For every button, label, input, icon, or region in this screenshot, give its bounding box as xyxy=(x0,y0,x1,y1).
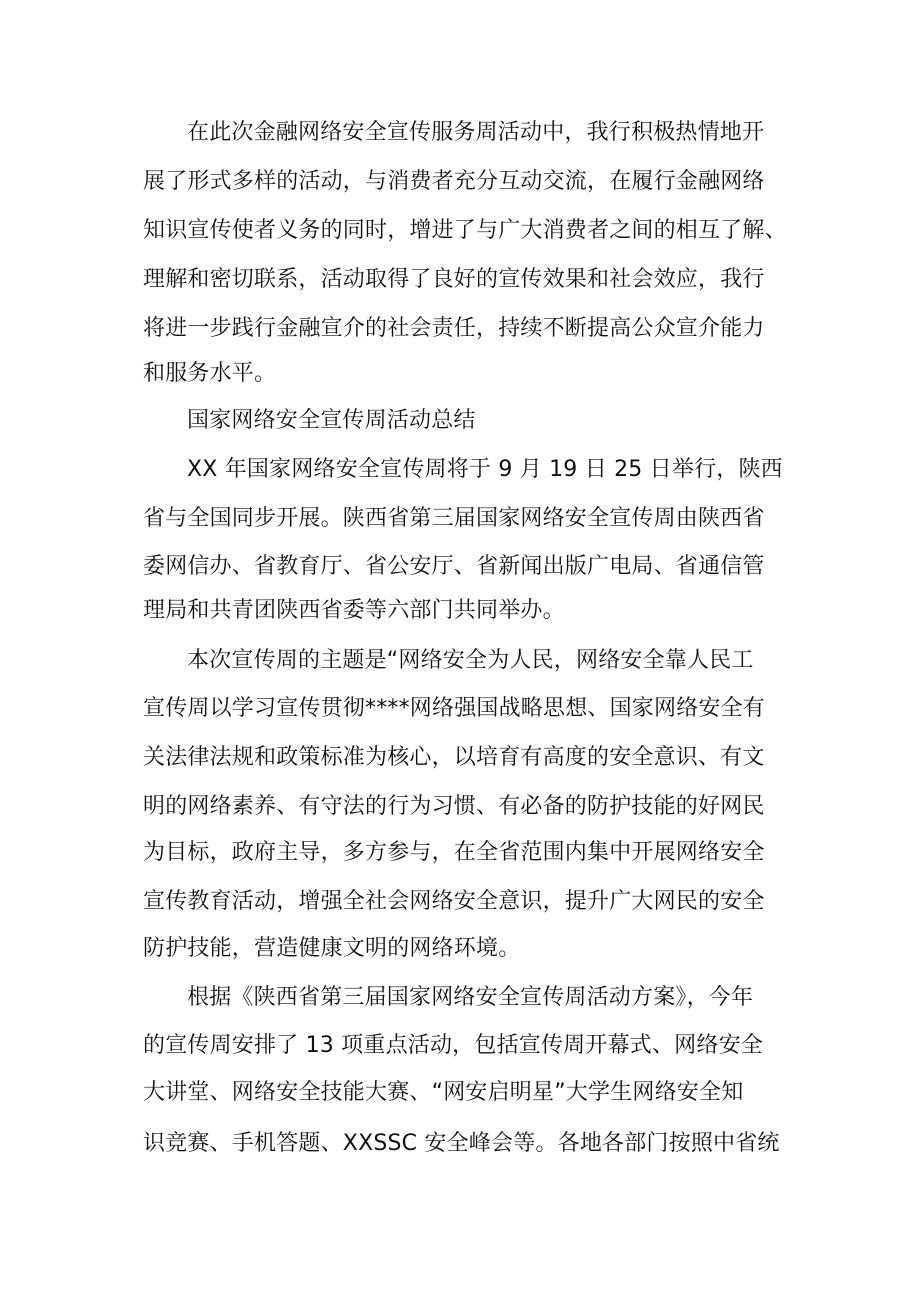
paragraph-3-line-5: 为目标，政府主导，多方参与，在全省范围内集中开展网络安全 xyxy=(143,840,765,865)
paragraph-4-line-3: 大讲堂、网络安全技能大赛、“网安启明星”大学生网络安全知 xyxy=(143,1080,744,1105)
section-title: 国家网络安全宣传周活动总结 xyxy=(187,408,476,433)
paragraph-1-line-5: 将进一步践行金融宣介的社会责任，持续不断提高公众宣介能力 xyxy=(143,316,765,341)
paragraph-1-line-6: 和服务水平。 xyxy=(143,361,277,386)
paragraph-1-line-4: 理解和密切联系，活动取得了良好的宣传效果和社会效应，我行 xyxy=(143,267,765,292)
paragraph-4-line-2: 的宣传周安排了 13 项重点活动，包括宣传周开幕式、网络安全 xyxy=(143,1033,763,1058)
paragraph-2-line-4: 理局和共青团陕西省委等六部门共同举办。 xyxy=(143,598,565,623)
paragraph-4-line-4: 识竞赛、手机答题、XXSSC 安全峰会等。各地各部门按照中省统 xyxy=(143,1131,780,1156)
paragraph-4-line-1: 根据《陕西省第三届国家网络安全宣传周活动方案》，今年 xyxy=(187,985,754,1010)
paragraph-2-line-3: 委网信办、省教育厅、省公安厅、省新闻出版广电局、省通信管 xyxy=(143,554,765,579)
paragraph-3-line-2: 宣传周以学习宣传贯彻****网络强国战略思想、国家网络安全有 xyxy=(143,696,766,721)
paragraph-1-line-1: 在此次金融网络安全宣传服务周活动中，我行积极热情地开 xyxy=(187,120,765,145)
paragraph-1-line-3: 知识宣传使者义务的同时，增进了与广大消费者之间的相互了解、 xyxy=(143,218,787,243)
paragraph-3-line-6: 宣传教育活动，增强全社会网络安全意识，提升广大网民的安全 xyxy=(143,889,765,914)
paragraph-2-line-2: 省与全国同步开展。陕西省第三届国家网络安全宣传周由陕西省 xyxy=(143,506,765,531)
paragraph-2-line-1: XX 年国家网络安全宣传周将于 9 月 19 日 25 日举行，陕西 xyxy=(187,457,783,482)
paragraph-3-line-4: 明的网络素养、有守法的行为习惯、有必备的防护技能的好网民 xyxy=(143,794,765,819)
paragraph-3-line-7: 防护技能，营造健康文明的网络环境。 xyxy=(143,936,521,961)
paragraph-1-line-2: 展了形式多样的活动，与消费者充分互动交流，在履行金融网络 xyxy=(143,169,765,194)
paragraph-3-line-3: 关法律法规和政策标准为核心，以培育有高度的安全意识、有文 xyxy=(143,745,765,770)
paragraph-3-line-1: 本次宣传周的主题是“网络安全为人民，网络安全靠人民工 xyxy=(187,648,754,673)
